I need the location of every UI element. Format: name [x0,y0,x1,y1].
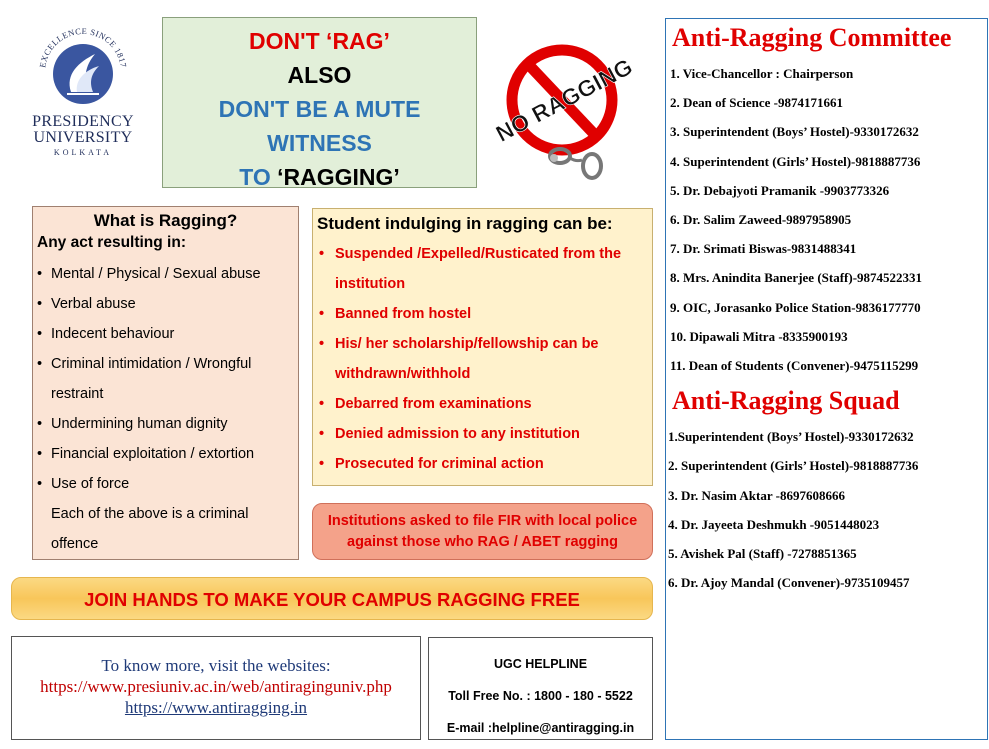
logo-city: KOLKATA [53,148,113,157]
slogan-box [162,17,477,188]
what-is-ragging-subtitle: Any act resulting in: [37,234,186,251]
list-item: 4. Dr. Jayeeta Deshmukh -9051448023 [668,516,880,532]
slogan-line5-ragging: ‘RAGGING’ [277,164,400,190]
what-is-ragging-title: What is Ragging? [93,211,238,230]
fir-line1: Institutions asked to file FIR with local police [327,513,638,529]
committee-list [668,59,987,380]
fir-notice [312,503,653,560]
list-item: 8. Mrs. Anindita Banerjee (Staff)-9874522331 [670,270,923,286]
list-item: 1.Superintendent (Boys’ Hostel)-9330172632 [668,429,914,445]
list-item: • Banned from hostel [317,299,646,329]
list-item: • Denied admission to any institution [317,419,646,449]
list-item: • Undermining human dignity [37,409,294,439]
list-item: 3. Superintendent (Boys’ Hostel)-9330172632 [670,124,919,140]
ragging-acts-list [37,259,294,499]
squad-title: Anti-Ragging Squad [672,386,900,416]
committee-panel [665,18,988,740]
list-item: 4. Superintendent (Girls’ Hostel)-9818887736 [670,153,921,169]
punishments-list [317,239,646,479]
slogan-line3: DON'T BE A MUTE [218,96,421,122]
list-item: • Verbal abuse [37,289,294,319]
slogan-line5 [163,160,476,194]
websites-box [11,636,421,740]
list-item: 2. Dean of Science -9874171661 [670,95,843,111]
list-item: • Debarred from examinations [317,389,646,419]
logo-name-line2: UNIVERSITY [33,129,133,146]
bullet: • [37,476,43,492]
list-item: 2. Superintendent (Girls’ Hostel)-9818887736 [668,458,919,474]
slogan-line5-to: TO [239,164,278,190]
list-item: • Financial exploitation / extortion [37,439,294,469]
presidency-website-link[interactable]: https://www.presiuniv.ac.in/web/antiraginguniv.php [40,677,392,696]
list-item: • Criminal intimidation / Wrongful restraint [37,349,294,409]
banner-text: JOIN HANDS TO MAKE YOUR CAMPUS RAGGING FREE [84,589,580,610]
what-is-ragging-box [32,206,299,560]
list-item: • Use of force [37,469,294,499]
committee-title: Anti-Ragging Committee [672,23,952,52]
bullet: • [319,426,325,442]
join-hands-banner [11,577,653,620]
bullet: • [37,446,43,462]
ugc-toll-free: Toll Free No. : 1800 - 180 - 5522 [448,689,633,703]
squad-list [668,422,987,597]
list-item: • Suspended /Expelled/Rusticated from the institution [317,239,646,299]
list-item: 6. Dr. Ajoy Mandal (Convener)-9735109457 [668,575,910,591]
list-item: • Indecent behaviour [37,319,294,349]
bullet: • [37,266,43,282]
list-item: • His/ her scholarship/fellowship can be withdrawn/withhold [317,329,646,389]
list-item: 10. Dipawali Mitra -8335900193 [670,328,848,344]
list-item: • Mental / Physical / Sexual abuse [37,259,294,289]
no-ragging-icon [494,38,644,188]
bullet: • [37,356,43,372]
list-item: 11. Dean of Students (Convener)-9475115299 [670,358,919,374]
ugc-email[interactable]: E-mail :helpline@antiragging.in [446,721,635,735]
bullet: • [37,416,43,432]
slogan-line1: DON'T ‘RAG’ [249,28,390,54]
university-emblem-icon [31,14,135,114]
bullet: • [319,336,325,352]
fir-line2: against those who RAG / ABET ragging [347,534,618,550]
list-item: 5. Dr. Debajyoti Pramanik -9903773326 [670,182,890,198]
list-item: 7. Dr. Srimati Biswas-9831488341 [670,241,857,257]
list-item: 6. Dr. Salim Zaweed-9897958905 [670,212,852,228]
antiragging-website-link[interactable]: https://www.antiragging.in [124,698,308,717]
sign-text: NO RAGGING [494,53,637,147]
ugc-helpline-box [428,637,653,740]
list-item: 9. OIC, Jorasanko Police Station-9836177770 [670,299,921,315]
punishments-title: Student indulging in ragging can be: [317,214,613,233]
criminal-offence-note: Each of the above is a criminal offence [51,506,249,552]
websites-intro: To know more, visit the websites: [101,656,331,675]
bullet: • [319,456,325,472]
bullet: • [319,306,325,322]
list-item: 3. Dr. Nasim Aktar -8697608666 [668,487,845,503]
slogan-line2: ALSO [287,62,352,88]
bullet: • [319,246,325,262]
punishments-box [312,208,653,486]
list-item: • Prosecuted for criminal action [317,449,646,479]
bullet: • [37,296,43,312]
university-logo [18,14,148,164]
ugc-title: UGC HELPLINE [493,657,588,671]
bullet: • [319,396,325,412]
slogan-line4: WITNESS [267,130,372,156]
list-item: 5. Avishek Pal (Staff) -7278851365 [668,546,857,562]
logo-name-line1: PRESIDENCY [32,113,134,130]
no-ragging-sign [494,38,644,188]
logo-arc-text: EXCELLENCE SINCE 1817 [37,25,129,69]
bullet: • [37,326,43,342]
list-item: 1. Vice-Chancellor : Chairperson [670,66,854,81]
